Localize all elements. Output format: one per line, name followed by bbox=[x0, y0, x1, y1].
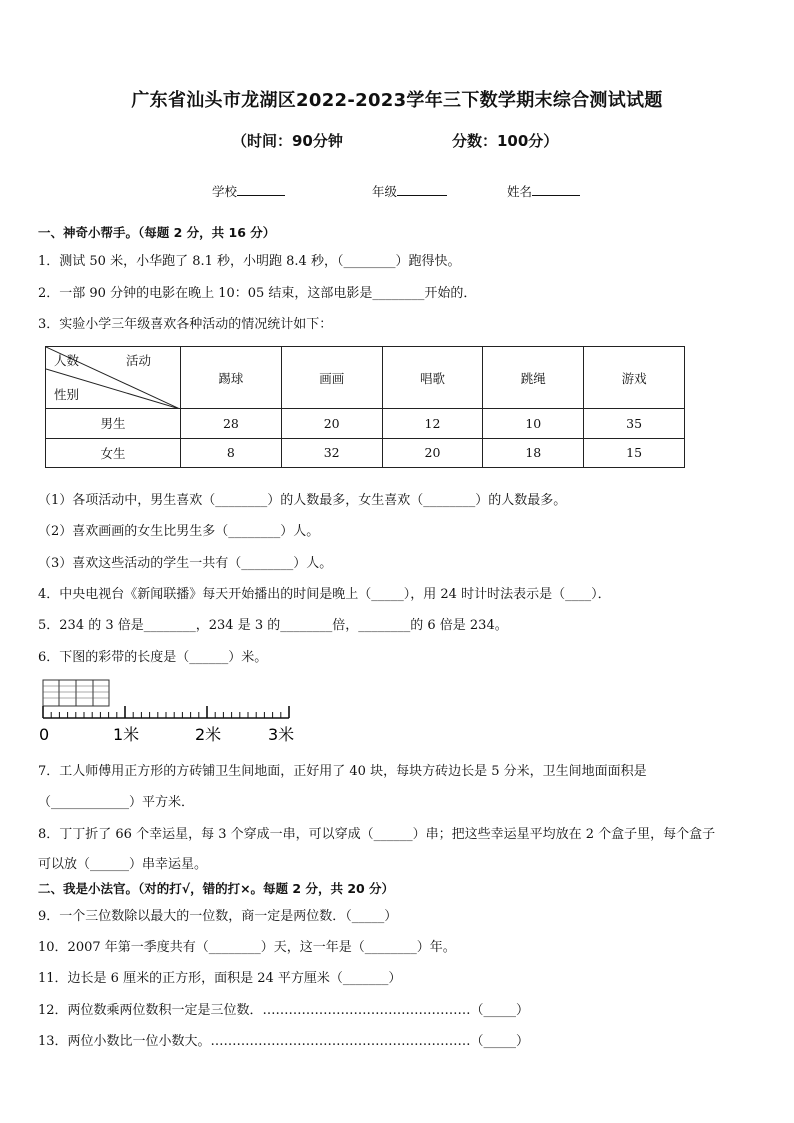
question-7-line-1: 7．工人师傅用正方形的方砖铺卫生间地面，正好用了 40 块，每块方砖边长是 5 分米，卫生间地面面积是 bbox=[38, 764, 647, 779]
section-2-heading: 二、我是小法官。（对的打√，错的打×。每题 2 分，共 20 分） bbox=[38, 881, 395, 896]
question-6: 6．下图的彩带的长度是（______）米。 bbox=[38, 650, 268, 665]
question-1: 1．测试 50 米，小华跑了 8.1 秒，小明跑 8.4 秒，（________）跑得快。 bbox=[38, 254, 461, 269]
table-cell: 15 bbox=[584, 438, 685, 468]
time-label: （时间：90分钟 bbox=[232, 132, 343, 150]
ribbon-ruler-figure bbox=[36, 678, 306, 744]
header-activity-3: 跳绳 bbox=[483, 347, 584, 409]
table-cell: 20 bbox=[281, 409, 382, 439]
ruler-label-3: 3米 bbox=[268, 725, 295, 744]
table-row bbox=[46, 438, 685, 468]
grade-label: 年级 bbox=[372, 184, 398, 199]
header-activity-4: 游戏 bbox=[584, 347, 685, 409]
question-13: 13．两位小数比一位小数大。……………………………………………………（_____） bbox=[38, 1034, 530, 1049]
ruler bbox=[43, 706, 289, 718]
ribbon bbox=[43, 680, 109, 706]
name-label: 姓名 bbox=[507, 184, 533, 199]
question-4: 4．中央电视台《新闻联播》每天开始播出的时间是晚上（_____），用 24 时计时法表示是（____）． bbox=[38, 587, 611, 602]
table-row bbox=[46, 409, 685, 439]
table-cell: 18 bbox=[483, 438, 584, 468]
table-header-row bbox=[46, 347, 685, 409]
ruler-label-0: 0 bbox=[39, 725, 50, 744]
school-field bbox=[212, 182, 285, 200]
school-label: 学校 bbox=[212, 184, 238, 199]
question-3: 3．实验小学三年级喜欢各种活动的情况统计如下： bbox=[38, 317, 333, 332]
table-cell: 8 bbox=[181, 438, 282, 468]
header-activity-0: 踢球 bbox=[181, 347, 282, 409]
row-label-girls: 女生 bbox=[46, 438, 181, 468]
table-cell: 28 bbox=[181, 409, 282, 439]
diag-label-activity: 活动 bbox=[126, 353, 152, 368]
header-activity-1: 画画 bbox=[281, 347, 382, 409]
row-label-boys: 男生 bbox=[46, 409, 181, 439]
name-blank[interactable] bbox=[532, 183, 580, 196]
question-11: 11．边长是 6 厘米的正方形，面积是 24 平方厘米（_______） bbox=[38, 971, 402, 986]
header-activity-2: 唱歌 bbox=[382, 347, 483, 409]
school-blank[interactable] bbox=[237, 183, 285, 196]
question-3-2: （2）喜欢画画的女生比男生多（________）人。 bbox=[38, 524, 320, 539]
question-2: 2．一部 90 分钟的电影在晚上 10：05 结束，这部电影是________开始的． bbox=[38, 286, 477, 301]
question-9: 9．一个三位数除以最大的一位数，商一定是两位数．（_____） bbox=[38, 909, 398, 924]
question-7-line-2: （____________）平方米． bbox=[38, 795, 195, 810]
diag-label-count: 人数 bbox=[54, 353, 80, 368]
question-10: 10．2007 年第一季度共有（________）天，这一年是（________）年。 bbox=[38, 940, 456, 955]
question-5: 5．234 的 3 倍是________，234 是 3 的________倍，________的 6 倍是 234。 bbox=[38, 618, 508, 633]
table-cell: 20 bbox=[382, 438, 483, 468]
grade-field bbox=[372, 182, 447, 200]
activity-stat-table bbox=[45, 346, 685, 468]
ruler-label-1: 1米 bbox=[113, 725, 140, 744]
question-3-3: （3）喜欢这些活动的学生一共有（________）人。 bbox=[38, 556, 333, 571]
page-title: 广东省汕头市龙湖区2022-2023学年三下数学期末综合测试试题 bbox=[131, 90, 663, 111]
table-cell: 12 bbox=[382, 409, 483, 439]
question-8-line-1: 8．丁丁折了 66 个幸运星，每 3 个穿成一串，可以穿成（______）串；把这些幸运星平均放在 2 个盒子里，每个盒子 bbox=[38, 827, 716, 842]
table-cell: 35 bbox=[584, 409, 685, 439]
score-label: 分数：100分） bbox=[452, 132, 559, 150]
ruler-label-2: 2米 bbox=[195, 725, 222, 744]
diagonal-header-cell bbox=[46, 347, 181, 409]
table-cell: 32 bbox=[281, 438, 382, 468]
table-cell: 10 bbox=[483, 409, 584, 439]
grade-blank[interactable] bbox=[397, 183, 447, 196]
question-8-line-2: 可以放（______）串幸运星。 bbox=[38, 857, 208, 872]
diag-label-gender: 性别 bbox=[54, 387, 80, 402]
name-field bbox=[507, 182, 580, 200]
section-1-heading: 一、神奇小帮手。（每题 2 分，共 16 分） bbox=[38, 225, 276, 240]
question-12: 12．两位数乘两位数积一定是三位数．…………………………………………（_____） bbox=[38, 1003, 530, 1018]
question-3-1: （1）各项活动中，男生喜欢（________）的人数最多，女生喜欢（________）的人数最多。 bbox=[38, 493, 567, 508]
